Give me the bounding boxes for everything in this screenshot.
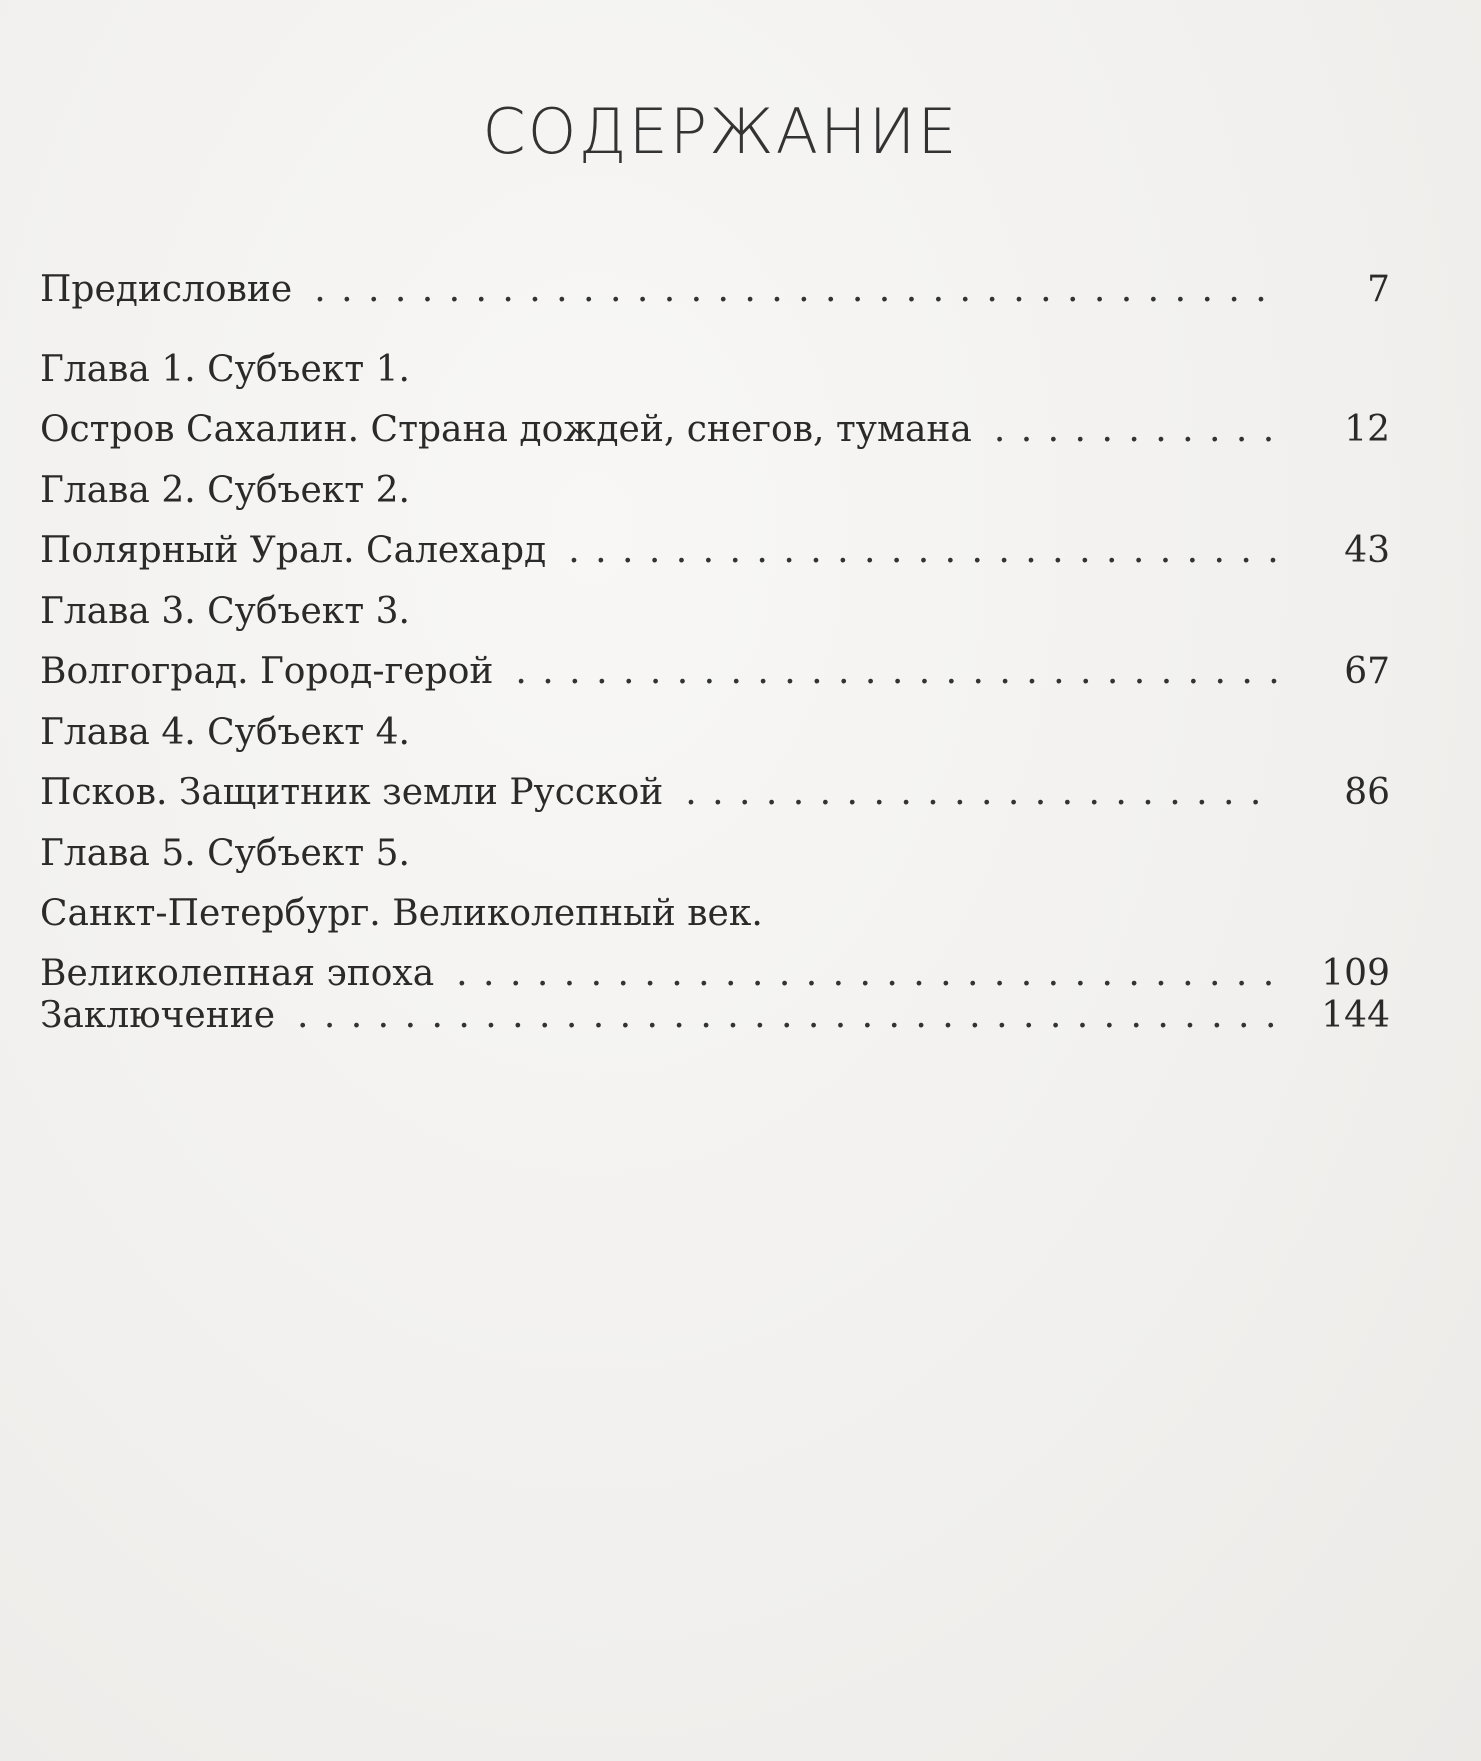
toc-entry-chapter-label: Глава 3. Субъект 3. <box>40 591 410 632</box>
toc-page-number: 144 <box>1321 995 1390 1036</box>
toc-entry-title: Великолепная эпоха <box>40 953 435 994</box>
toc-leader-dots <box>515 654 1278 690</box>
toc-entry-title: Остров Сахалин. Страна дождей, снегов, тумана <box>40 409 972 450</box>
toc-entry-conclusion <box>40 995 1390 1036</box>
toc-leader-dots <box>456 956 1278 992</box>
toc-page-number: 43 <box>1344 530 1390 571</box>
toc-entry-chapter-label: Глава 4. Субъект 4. <box>40 712 410 753</box>
toc-entry-title: Полярный Урал. Салехард <box>40 530 547 571</box>
toc-entry-title: Псков. Защитник земли Русской <box>40 772 664 813</box>
toc-entry-title: Предисловие <box>40 269 293 310</box>
toc-entry-title: Волгоград. Город-герой <box>40 651 494 692</box>
toc-entry-chapter-4 <box>40 712 1390 813</box>
toc-page-number: 7 <box>1367 269 1390 310</box>
toc-entry-subtitle: Санкт-Петербург. Великолепный век. <box>40 893 763 934</box>
toc-entry-chapter-3 <box>40 591 1390 692</box>
toc-leader-dots <box>314 272 1278 308</box>
toc-leader-dots <box>568 533 1278 569</box>
toc-entry-title: Заключение <box>40 995 276 1036</box>
toc-entry-preface <box>40 269 1390 310</box>
toc-entry-chapter-5 <box>40 833 1390 994</box>
page-title: СОДЕРЖАНИЕ <box>482 95 959 168</box>
toc-page-number: 86 <box>1344 772 1390 813</box>
toc-page-number: 109 <box>1321 953 1390 994</box>
toc-page-number: 67 <box>1344 651 1390 692</box>
toc-entry-chapter-label: Глава 2. Субъект 2. <box>40 470 410 511</box>
toc-entry-chapter-label: Глава 5. Субъект 5. <box>40 833 410 874</box>
toc-entry-chapter-1 <box>40 349 1390 450</box>
toc-leader-dots <box>685 775 1278 811</box>
toc-leader-dots <box>994 412 1278 448</box>
toc-leader-dots <box>297 998 1278 1034</box>
toc-entry-chapter-2 <box>40 470 1390 571</box>
toc-page-number: 12 <box>1344 409 1390 450</box>
toc-entry-chapter-label: Глава 1. Субъект 1. <box>40 349 410 390</box>
